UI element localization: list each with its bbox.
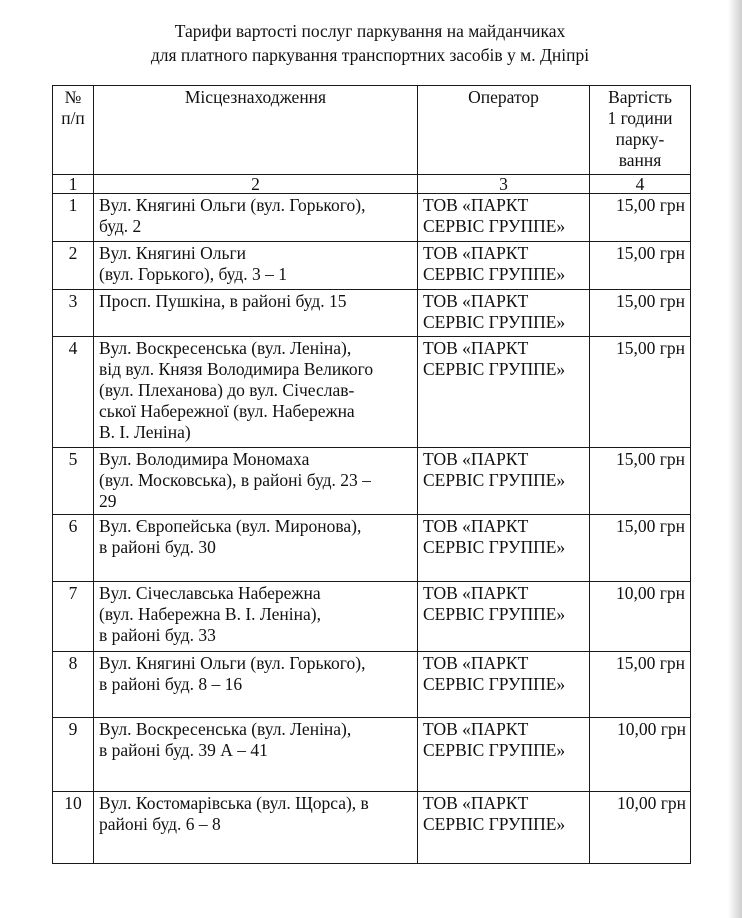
table-row [53, 792, 691, 864]
row-price: 15,00 грн [590, 337, 691, 448]
row-number: 1 [53, 194, 94, 242]
table-row [53, 718, 691, 792]
header-number: № п/п [53, 86, 94, 175]
parking-tariffs-table [52, 85, 691, 864]
row-number: 3 [53, 290, 94, 337]
table-row [53, 652, 691, 718]
row-location: Просп. Пушкіна, в районі буд. 15 [94, 290, 418, 337]
row-operator: ТОВ «ПАРКТ СЕРВІС ГРУППЕ» [418, 582, 590, 652]
row-price: 15,00 грн [590, 515, 691, 582]
table-row [53, 337, 691, 448]
row-operator: ТОВ «ПАРКТ СЕРВІС ГРУППЕ» [418, 448, 590, 515]
row-number: 7 [53, 582, 94, 652]
row-operator: ТОВ «ПАРКТ СЕРВІС ГРУППЕ» [418, 718, 590, 792]
row-price: 15,00 грн [590, 290, 691, 337]
row-operator: ТОВ «ПАРКТ СЕРВІС ГРУППЕ» [418, 194, 590, 242]
row-location: Вул. Січеславська Набережна (вул. Набережна В. І. Леніна), в районі буд. 33 [94, 582, 418, 652]
table-row [53, 515, 691, 582]
row-operator: ТОВ «ПАРКТ СЕРВІС ГРУППЕ» [418, 652, 590, 718]
row-number: 6 [53, 515, 94, 582]
document-title-line-2: для платного паркування транспортних засобів у м. Дніпрі [150, 45, 590, 65]
column-index-cell: 4 [590, 175, 691, 194]
row-price: 15,00 грн [590, 652, 691, 718]
row-location: Вул. Княгині Ольги (вул. Горького), буд. 3 – 1 [94, 242, 418, 290]
row-location: Вул. Європейська (вул. Миронова), в районі буд. 30 [94, 515, 418, 582]
table-row [53, 290, 691, 337]
row-price: 10,00 грн [590, 792, 691, 864]
row-operator: ТОВ «ПАРКТ СЕРВІС ГРУППЕ» [418, 792, 590, 864]
document-title-line-1: Тарифи вартості послуг паркування на майданчиках [174, 21, 566, 41]
row-price: 15,00 грн [590, 194, 691, 242]
header-operator: Оператор [418, 86, 590, 175]
row-number: 4 [53, 337, 94, 448]
row-price: 15,00 грн [590, 448, 691, 515]
row-location: Вул. Воскресенська (вул. Леніна), від вул. Князя Володимира Великого (вул. Плеханова) до вул. Січеслав- ської Набережної (вул. Набережна В. І. Леніна) [94, 337, 418, 448]
row-location: Вул. Володимира Мономаха (вул. Московська), в районі буд. 23 – 29 [94, 448, 418, 515]
row-price: 15,00 грн [590, 242, 691, 290]
row-location: Вул. Княгині Ольги (вул. Горького), в районі буд. 8 – 16 [94, 652, 418, 718]
column-index-cell: 2 [94, 175, 418, 194]
row-number: 2 [53, 242, 94, 290]
table-row [53, 448, 691, 515]
table-row [53, 582, 691, 652]
header-location: Місцезнаходження [94, 86, 418, 175]
table-row [53, 194, 691, 242]
row-operator: ТОВ «ПАРКТ СЕРВІС ГРУППЕ» [418, 290, 590, 337]
row-location: Вул. Воскресенська (вул. Леніна), в районі буд. 39 А – 41 [94, 718, 418, 792]
column-index-cell: 3 [418, 175, 590, 194]
row-operator: ТОВ «ПАРКТ СЕРВІС ГРУППЕ» [418, 337, 590, 448]
column-index-row [53, 175, 691, 194]
row-number: 10 [53, 792, 94, 864]
row-number: 5 [53, 448, 94, 515]
row-operator: ТОВ «ПАРКТ СЕРВІС ГРУППЕ» [418, 242, 590, 290]
row-operator: ТОВ «ПАРКТ СЕРВІС ГРУППЕ» [418, 515, 590, 582]
page-edge-shadow [728, 0, 742, 918]
table-row [53, 242, 691, 290]
row-price: 10,00 грн [590, 582, 691, 652]
column-index-cell: 1 [53, 175, 94, 194]
row-number: 9 [53, 718, 94, 792]
table-header-row [53, 86, 691, 175]
row-location: Вул. Костомарівська (вул. Щорса), в районі буд. 6 – 8 [94, 792, 418, 864]
row-location: Вул. Княгині Ольги (вул. Горького), буд. 2 [94, 194, 418, 242]
row-price: 10,00 грн [590, 718, 691, 792]
row-number: 8 [53, 652, 94, 718]
header-price: Вартість 1 години парку- вання [590, 86, 691, 175]
